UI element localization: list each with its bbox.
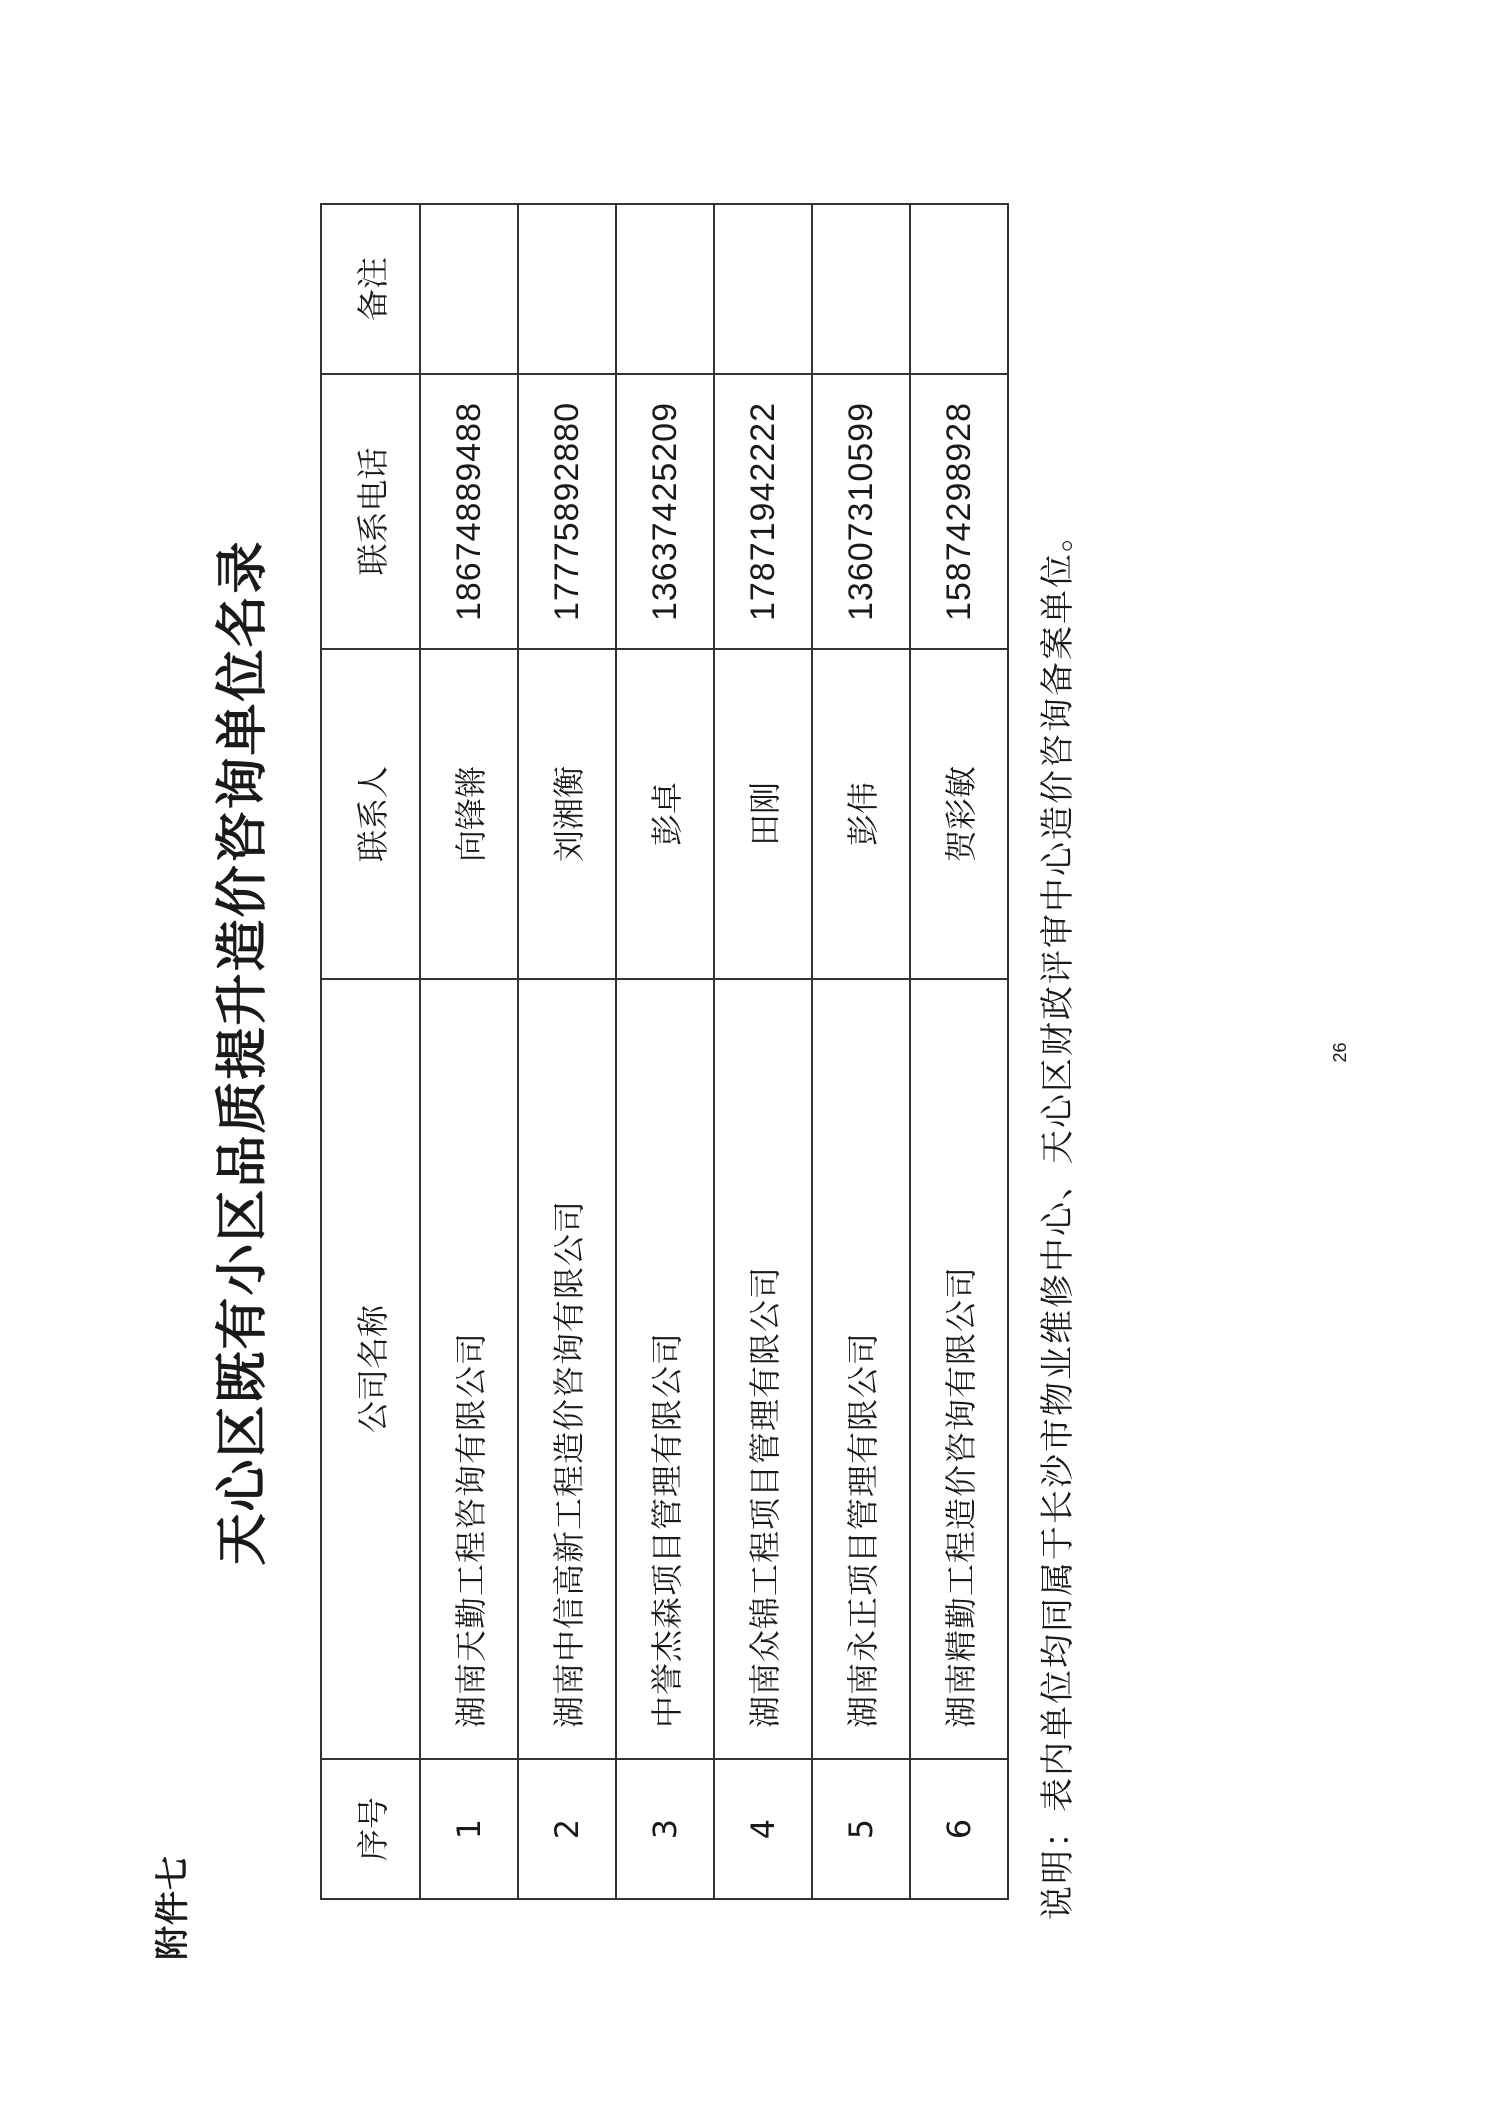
table-row bbox=[714, 204, 812, 1899]
row-phone: 17871942222 bbox=[714, 374, 812, 649]
row-company: 湖南永正项目管理有限公司 bbox=[812, 979, 910, 1759]
row-no: 4 bbox=[714, 1759, 812, 1899]
table-row bbox=[812, 204, 910, 1899]
table-row bbox=[420, 204, 518, 1899]
header-company: 公司名称 bbox=[321, 979, 420, 1759]
row-phone: 17775892880 bbox=[518, 374, 616, 649]
header-phone: 联系电话 bbox=[321, 374, 420, 649]
page-number: 26 bbox=[1330, 1042, 1350, 1063]
row-phone: 13607310599 bbox=[812, 374, 910, 649]
row-remark bbox=[910, 204, 1008, 374]
row-remark bbox=[616, 204, 714, 374]
table-row bbox=[910, 204, 1008, 1899]
row-contact: 向锋锵 bbox=[420, 649, 518, 979]
row-no: 6 bbox=[910, 1759, 1008, 1899]
row-no: 1 bbox=[420, 1759, 518, 1899]
row-contact: 彭卓 bbox=[616, 649, 714, 979]
row-company: 湖南精勤工程造价咨询有限公司 bbox=[910, 979, 1008, 1759]
consultant-table bbox=[320, 203, 1009, 1900]
row-company: 湖南中信高新工程造价咨询有限公司 bbox=[518, 979, 616, 1759]
row-phone: 15874298928 bbox=[910, 374, 1008, 649]
footnote: 说明：表内单位均同属于长沙市物业维修中心、天心区财政评审中心造价咨询备案单位。 bbox=[1038, 516, 1078, 1920]
header-contact: 联系人 bbox=[321, 649, 420, 979]
row-no: 5 bbox=[812, 1759, 910, 1899]
row-no: 3 bbox=[616, 1759, 714, 1899]
row-phone: 13637425209 bbox=[616, 374, 714, 649]
row-remark bbox=[714, 204, 812, 374]
row-company: 中誉杰森项目管理有限公司 bbox=[616, 979, 714, 1759]
row-company: 湖南众锦工程项目管理有限公司 bbox=[714, 979, 812, 1759]
header-remark: 备注 bbox=[321, 204, 420, 374]
page-title: 天心区既有小区品质提升造价咨询单位名录 bbox=[212, 539, 273, 1566]
row-remark bbox=[420, 204, 518, 374]
row-contact: 贺彩敏 bbox=[910, 649, 1008, 979]
row-contact: 田刚 bbox=[714, 649, 812, 979]
table-row bbox=[518, 204, 616, 1899]
row-remark bbox=[812, 204, 910, 374]
table-row bbox=[616, 204, 714, 1899]
row-contact: 刘湘衡 bbox=[518, 649, 616, 979]
row-remark bbox=[518, 204, 616, 374]
table-header-row bbox=[321, 204, 420, 1899]
row-no: 2 bbox=[518, 1759, 616, 1899]
row-company: 湖南天勤工程咨询有限公司 bbox=[420, 979, 518, 1759]
header-no: 序号 bbox=[321, 1759, 420, 1899]
attachment-label: 附件七 bbox=[153, 1855, 193, 1960]
row-contact: 彭伟 bbox=[812, 649, 910, 979]
row-phone: 18674889488 bbox=[420, 374, 518, 649]
